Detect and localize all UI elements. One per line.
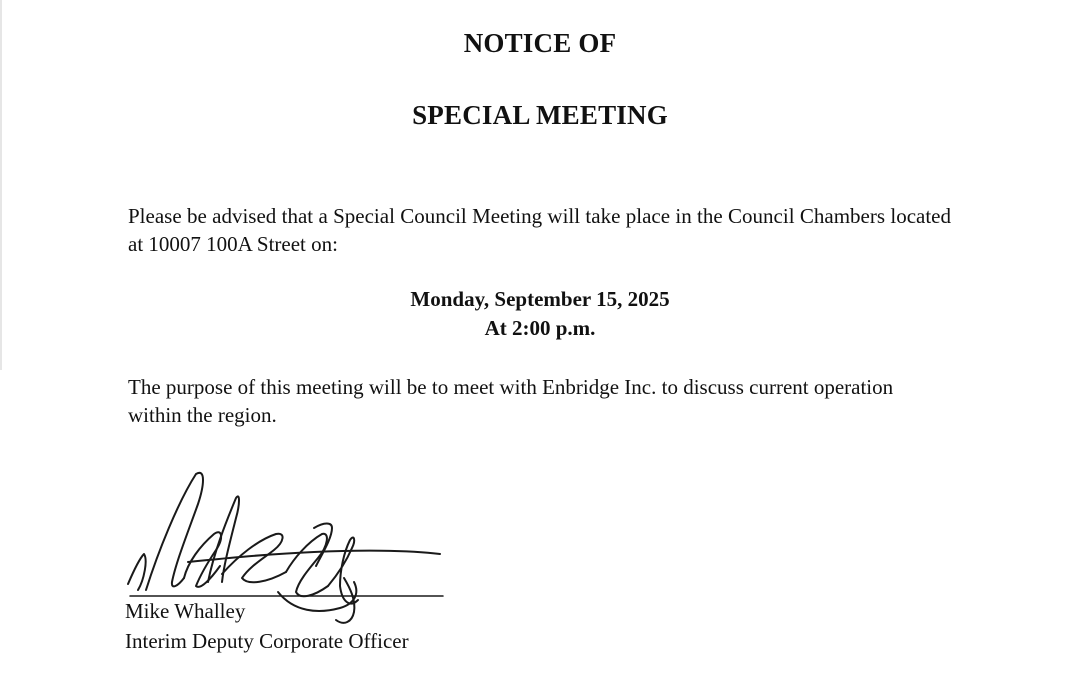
signature-stroke <box>286 534 328 596</box>
meeting-date: Monday, September 15, 2025 <box>410 287 670 311</box>
signature-stroke <box>146 473 203 590</box>
signature-stroke <box>328 538 358 604</box>
purpose-paragraph: The purpose of this meeting will be to meet with Enbridge Inc. to discuss current operation within the region. <box>128 375 894 427</box>
meeting-datetime <box>0 285 1080 343</box>
signature-stroke <box>128 554 146 590</box>
meeting-time: At 2:00 p.m. <box>484 316 596 340</box>
signature-stroke <box>208 496 239 582</box>
signer-name: Mike Whalley <box>125 599 246 623</box>
intro-paragraph: Please be advised that a Special Council Meeting will take place in the Council Chambers located at 10007 100A Street on: <box>128 204 951 256</box>
signer-title: Interim Deputy Corporate Officer <box>125 629 409 653</box>
notice-title: NOTICE OF <box>463 28 617 58</box>
notice-subtitle: SPECIAL MEETING <box>412 100 668 130</box>
